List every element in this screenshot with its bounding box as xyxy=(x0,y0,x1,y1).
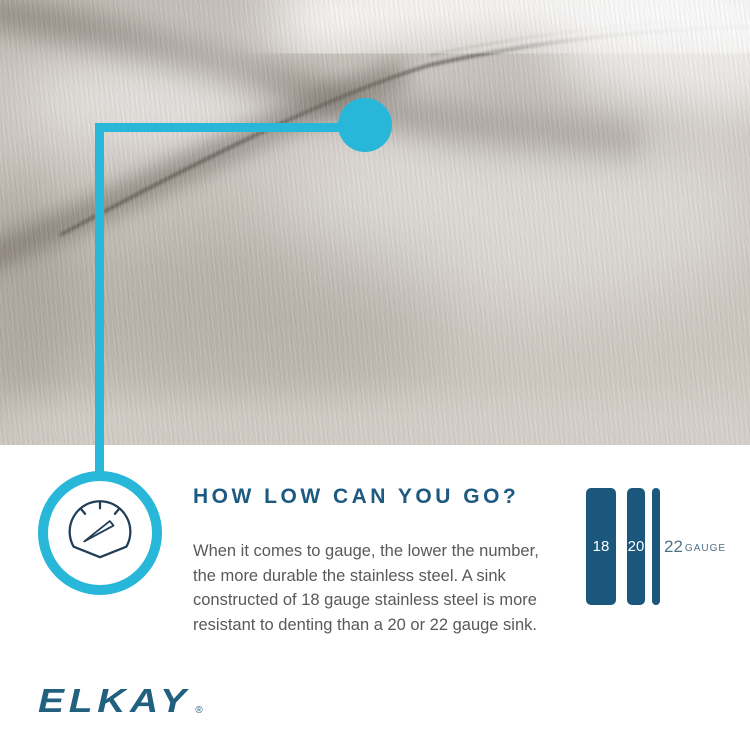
body-text-line: the more durable the stainless steel. A sink xyxy=(193,566,506,585)
callout-dot-icon xyxy=(338,98,392,152)
brand-logo xyxy=(38,684,203,717)
gauge-icon xyxy=(62,500,138,564)
gauge-comparison-graphic xyxy=(586,488,660,605)
gauge-bar-18 xyxy=(586,488,616,605)
gauge-label-22: 22 xyxy=(664,536,683,556)
brand-logo-text: ELKAY xyxy=(38,682,191,719)
gauge-bar-22 xyxy=(652,488,660,605)
callout-line-vertical xyxy=(95,123,104,473)
headline: HOW LOW CAN YOU GO? xyxy=(193,485,520,508)
gauge-unit-label: GAUGE xyxy=(684,542,727,554)
gauge-outside-label xyxy=(664,488,726,605)
gauge-bar-20 xyxy=(627,488,645,605)
gauge-badge xyxy=(38,471,162,595)
body-text-line: When it comes to gauge, the lower the number, xyxy=(193,542,539,560)
callout-line-horizontal xyxy=(95,123,345,132)
gauge-bar-label: 18 xyxy=(592,538,610,555)
gauge-bar-label: 20 xyxy=(627,538,645,555)
registered-mark: ® xyxy=(195,705,203,716)
body-text-line: constructed of 18 gauge stainless steel is more xyxy=(193,591,537,610)
body-copy xyxy=(193,539,553,638)
body-text-line: resistant to denting than a 20 or 22 gauge sink. xyxy=(193,616,537,635)
